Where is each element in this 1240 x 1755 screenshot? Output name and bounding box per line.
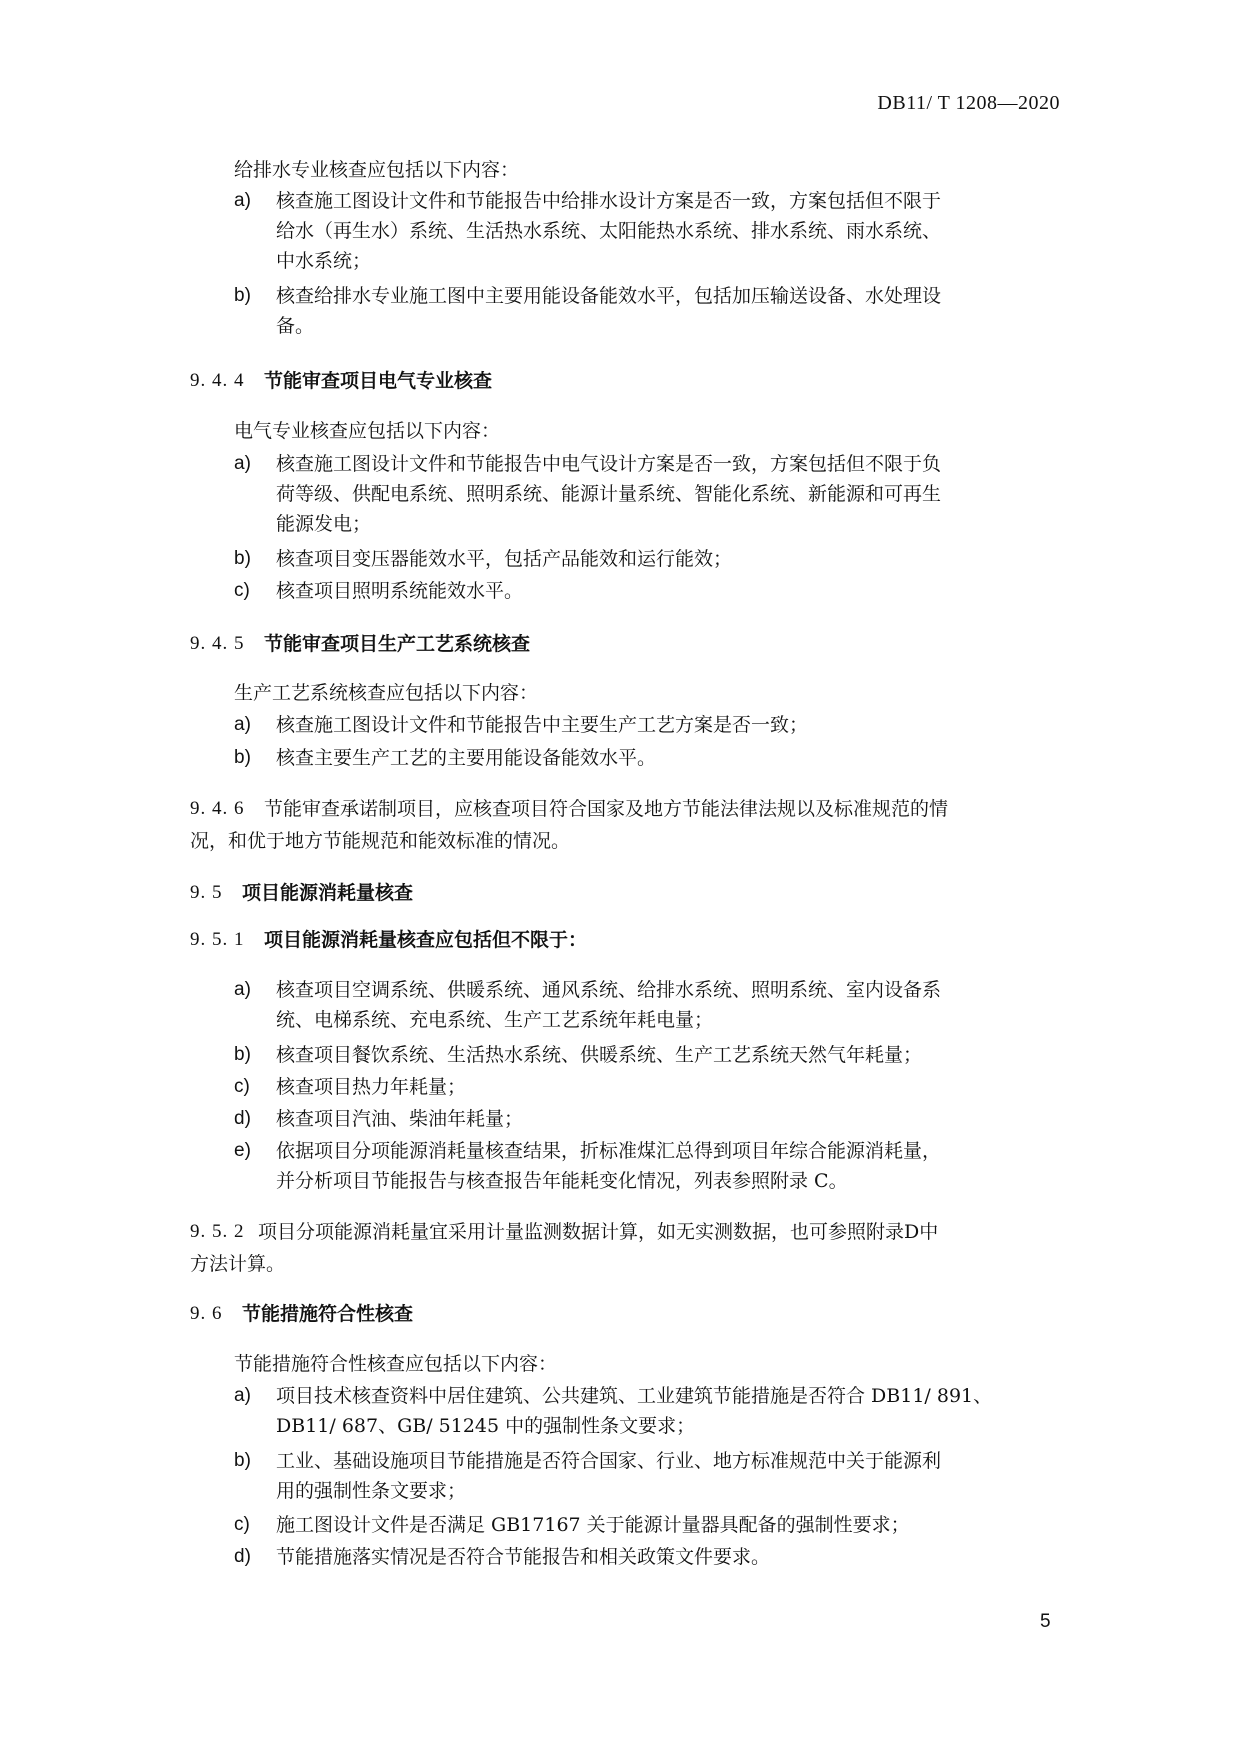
list-item-text: 工业、基础设施项目节能措施是否符合国家、行业、地方标准规范中关于能源利 [276, 1450, 942, 1472]
list-item-text: 节能措施落实情况是否符合节能报告和相关政策文件要求。 [276, 1546, 771, 1568]
list-item-text: 核查施工图设计文件和节能报告中给排水设计方案是否一致，方案包括但不限于 [276, 190, 942, 212]
paragraph-text: 况，和优于地方节能规范和能效标准的情况。 [190, 830, 571, 852]
list-marker: a) [234, 453, 251, 474]
list-item-text: 并分析项目节能报告与核查报告年能耗变化情况，列表参照附录 C。 [276, 1170, 848, 1192]
list-item-text: 核查项目汽油、柴油年耗量； [276, 1108, 524, 1130]
list-item-text: 给水（再生水）系统、生活热水系统、太阳能热水系统、排水系统、雨水系统、 [276, 220, 942, 242]
list-item-text: 核查施工图设计文件和节能报告中主要生产工艺方案是否一致； [276, 714, 809, 736]
list-item-text: 核查项目空调系统、供暖系统、通风系统、给排水系统、照明系统、室内设备系 [276, 979, 942, 1001]
list-marker: d) [234, 1546, 251, 1567]
list-marker: d) [234, 1108, 251, 1129]
list-marker: b) [234, 747, 251, 768]
list-marker: c) [234, 1514, 250, 1535]
list-marker: b) [234, 1450, 251, 1471]
section-intro: 电气专业核查应包括以下内容： [234, 420, 501, 442]
section-title: 节能措施符合性核查 [242, 1303, 414, 1325]
list-marker: a) [234, 714, 251, 735]
page-number: 5 [1040, 1611, 1051, 1632]
list-marker: e) [234, 1140, 251, 1161]
list-item-text: 中水系统； [276, 250, 372, 272]
section-number: 9. 4. 6 [190, 798, 245, 819]
list-item-text: 荷等级、供配电系统、照明系统、能源计量系统、智能化系统、新能源和可再生 [276, 483, 942, 505]
list-item-text: DB11/ 687、GB/ 51245 中的强制性条文要求； [276, 1415, 696, 1437]
section-title: 节能审查项目电气专业核查 [264, 370, 493, 392]
list-item-text: 核查主要生产工艺的主要用能设备能效水平。 [276, 747, 657, 769]
list-item-text: 核查项目照明系统能效水平。 [276, 580, 524, 602]
section-number: 9. 5. 2 [190, 1221, 245, 1242]
list-marker: b) [234, 285, 251, 306]
list-item-text: 能源发电； [276, 513, 372, 535]
section-title: 节能审查项目生产工艺系统核查 [264, 633, 531, 655]
list-marker: a) [234, 190, 251, 211]
list-marker: c) [234, 1076, 250, 1097]
section-intro: 节能措施符合性核查应包括以下内容： [234, 1353, 558, 1375]
section-number: 9. 5 [190, 882, 223, 903]
list-item-text: 用的强制性条文要求； [276, 1480, 467, 1502]
list-marker: a) [234, 1385, 251, 1406]
list-marker: c) [234, 580, 250, 601]
list-item-text: 统、电梯系统、充电系统、生产工艺系统年耗电量； [276, 1009, 714, 1031]
section-number: 9. 4. 4 [190, 370, 245, 391]
list-item-text: 备。 [276, 315, 315, 337]
section-intro: 生产工艺系统核查应包括以下内容： [234, 682, 539, 704]
list-marker: b) [234, 1044, 251, 1065]
list-item-text: 项目技术核查资料中居住建筑、公共建筑、工业建筑节能措施是否符合 DB11/ 891、 [276, 1385, 993, 1407]
paragraph-text: 方法计算。 [190, 1253, 286, 1275]
list-item-text: 核查施工图设计文件和节能报告中电气设计方案是否一致，方案包括但不限于负 [276, 453, 942, 475]
section-title: 项目能源消耗量核查 [242, 882, 414, 904]
section-number: 9. 6 [190, 1303, 223, 1324]
list-item-text: 核查项目餐饮系统、生活热水系统、供暖系统、生产工艺系统天然气年耗量； [276, 1044, 923, 1066]
list-marker: b) [234, 548, 251, 569]
list-item-text: 施工图设计文件是否满足 GB17167 关于能源计量器具配备的强制性要求； [276, 1514, 910, 1536]
list-item-text: 核查给排水专业施工图中主要用能设备能效水平，包括加压输送设备、水处理设 [276, 285, 942, 307]
section-number: 9. 4. 5 [190, 633, 245, 654]
paragraph-text: 项目分项能源消耗量宜采用计量监测数据计算，如无实测数据，也可参照附录D中 [258, 1221, 939, 1243]
section-number: 9. 5. 1 [190, 929, 245, 950]
list-item-text: 核查项目热力年耗量； [276, 1076, 467, 1098]
list-item-text: 依据项目分项能源消耗量核查结果，折标准煤汇总得到项目年综合能源消耗量， [276, 1140, 942, 1162]
list-item-text: 核查项目变压器能效水平，包括产品能效和运行能效； [276, 548, 733, 570]
list-marker: a) [234, 979, 251, 1000]
section-title: 项目能源消耗量核查应包括但不限于： [264, 929, 588, 951]
paragraph-text: 节能审查承诺制项目，应核查项目符合国家及地方节能法律法规以及标准规范的情 [264, 798, 949, 820]
section-intro: 给排水专业核查应包括以下内容： [234, 159, 520, 181]
document-code: DB11/ T 1208—2020 [877, 92, 1060, 114]
